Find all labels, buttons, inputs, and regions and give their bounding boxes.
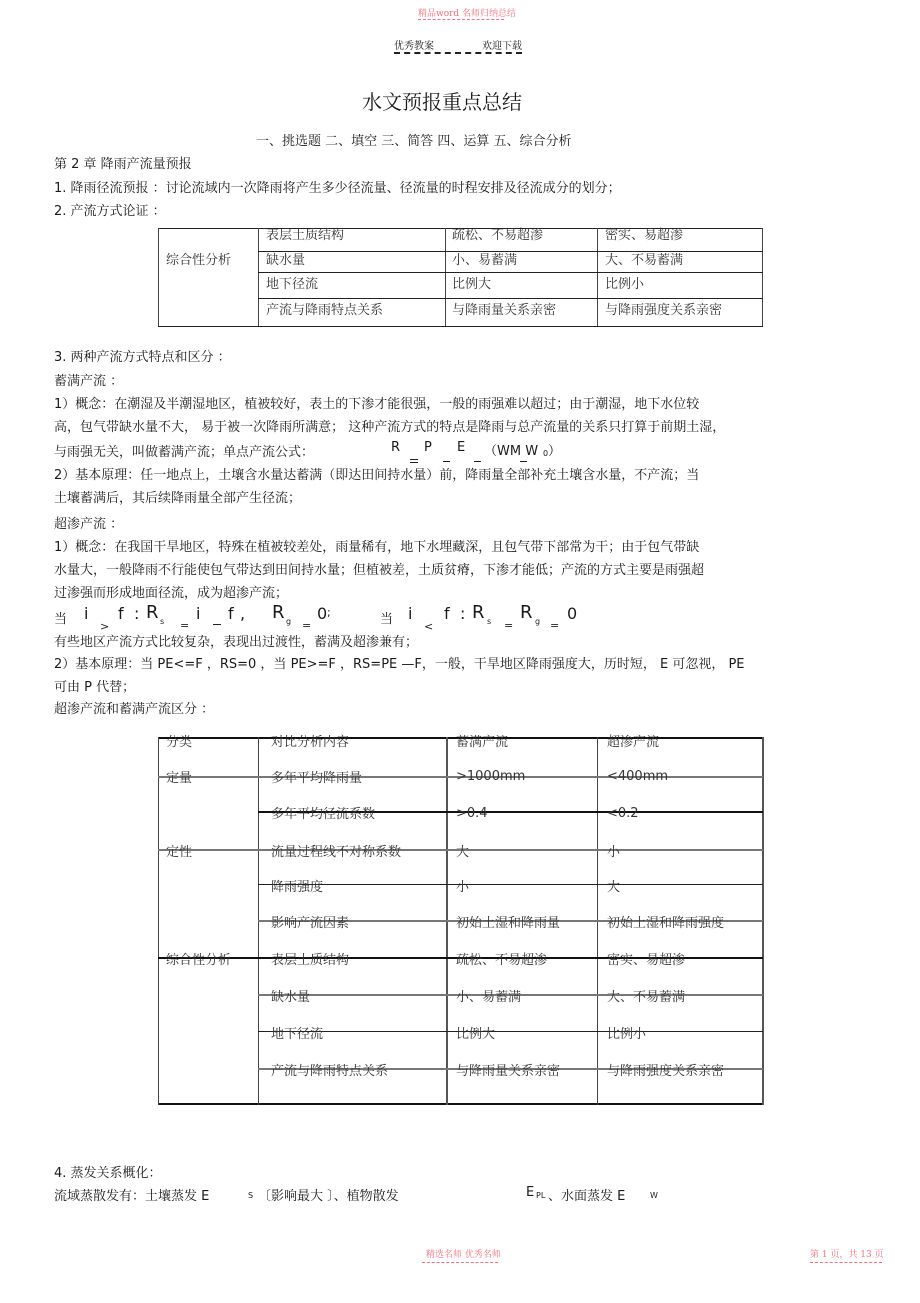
table-cell: 与降雨量关系亲密 bbox=[452, 303, 557, 318]
cond-zero: 0 bbox=[567, 604, 578, 623]
table-header: 超渗产流 bbox=[607, 735, 660, 750]
cond-i: i bbox=[408, 604, 413, 623]
minus-mark bbox=[443, 461, 450, 462]
table-cell: >1000mm bbox=[456, 769, 526, 784]
row-divider bbox=[258, 272, 763, 273]
evaporation-line-c: 、水面蒸发 E bbox=[548, 1189, 626, 1204]
table-cell: 比例小 bbox=[605, 277, 645, 292]
cond-colon: : bbox=[134, 604, 140, 623]
footer-left-underline bbox=[422, 1262, 498, 1263]
paragraph-line: 1）概念：在潮湿及半潮湿地区，植被较好，表土的下渗才能很强，一般的雨强难以超过；由于潮湿，地下水位较 bbox=[54, 397, 700, 412]
minus-mark bbox=[213, 624, 221, 625]
paragraph-line: 高，包气带缺水量不大， 易于被一次降雨所满意； 这种产流方式的特点是降雨与总产流量的关系只打算于前期土湿， bbox=[54, 420, 726, 435]
paragraph-line: 土壤蓄满后，其后续降雨量全部产生径流； bbox=[54, 491, 302, 506]
table-cell: 比例小 bbox=[607, 1027, 647, 1042]
table-cell: >0.4 bbox=[456, 806, 488, 821]
table-cell: 密实、易超渗 bbox=[605, 228, 684, 243]
table-cell: 地下径流 bbox=[271, 1027, 324, 1042]
table-cell: 缺水量 bbox=[266, 253, 306, 268]
cond-sub-g: g bbox=[535, 617, 541, 626]
cond-colon: : bbox=[460, 604, 466, 623]
evaporation-E-pl: E bbox=[526, 1185, 535, 1200]
table-cell: 降雨强度 bbox=[271, 880, 324, 895]
paragraph-line: 1）概念：在我国干旱地区，特殊在植被较差处，雨量稀有，地下水埋藏深，且包气带下部常为干；由于包气带缺 bbox=[54, 540, 700, 555]
formula-close: ） bbox=[548, 444, 562, 459]
sub-pl: PL bbox=[536, 1191, 546, 1200]
table-header: 蓄满产流 bbox=[456, 735, 509, 750]
page-title: 水文预报重点总结 bbox=[362, 90, 522, 114]
footer-left: 精选名师 优秀名师 bbox=[426, 1250, 501, 1260]
paragraph-line: 过渗强而形成地面径流，成为超渗产流； bbox=[54, 586, 289, 601]
section-3-heading: 3. 两种产流方式特点和区分 ： bbox=[54, 350, 231, 365]
cond-semicolon: ; bbox=[327, 606, 331, 619]
table-border bbox=[158, 737, 159, 1105]
watermark-underline bbox=[418, 19, 504, 20]
cond-eq: = bbox=[302, 619, 312, 632]
cond-sub-s: s bbox=[160, 617, 165, 626]
table-border bbox=[158, 1103, 763, 1105]
table-cell: 产流与降雨特点关系 bbox=[266, 303, 384, 318]
cond-i: i bbox=[196, 604, 201, 623]
chapter-heading: 第 2 章 降雨产流量预报 bbox=[54, 157, 192, 172]
table-cell: 大 bbox=[607, 880, 621, 895]
cond-f: f bbox=[118, 604, 124, 623]
table-cell: 疏松、不易超渗 bbox=[456, 953, 548, 968]
table-group-label: 综合性分析 bbox=[166, 253, 232, 268]
table-cell: 大、不易蓄满 bbox=[605, 253, 684, 268]
evaporation-line-b: 〔影响最大 〕、植物散发 bbox=[258, 1189, 399, 1204]
item-2: 2. 产流方式论证 ： bbox=[54, 204, 166, 219]
cond-sub-g: g bbox=[286, 617, 292, 626]
paragraph-line: 有些地区产流方式比较复杂，表现出过渡性，蓄满及超渗兼有； bbox=[54, 635, 419, 650]
table-cell: 小、易蓄满 bbox=[452, 253, 518, 268]
paragraph-line: 可由 P 代替； bbox=[54, 680, 136, 695]
table-cell: 比例大 bbox=[452, 277, 492, 292]
sub-s: S bbox=[248, 1191, 254, 1200]
table-border bbox=[158, 326, 763, 327]
table-cell: 初始土湿和降雨量 bbox=[456, 916, 561, 931]
table-cell: 表层土质结构 bbox=[266, 228, 345, 243]
cond-dang: 当 bbox=[380, 612, 394, 627]
cond-sub-s: s bbox=[487, 617, 492, 626]
formula-R: R bbox=[391, 440, 401, 455]
table-cell: 密实、易超渗 bbox=[607, 953, 686, 968]
equals-mark bbox=[410, 462, 418, 463]
table-cell: 大、不易蓄满 bbox=[607, 990, 686, 1005]
formula-sub-0: 0 bbox=[543, 449, 549, 458]
table-cell: 与降雨强度关系亲密 bbox=[607, 1064, 725, 1079]
cond-R: R bbox=[472, 602, 485, 623]
comparison-title: 超渗产流和蓄满产流区分 ： bbox=[54, 702, 215, 717]
table-cell: 表层土质结构 bbox=[271, 953, 350, 968]
table-border bbox=[597, 228, 598, 326]
paragraph-line: 水量大，一般降雨不行能使包气带达到田间持水量；但植被差，土质贫瘠，下渗才能低；产流的方式主要是雨强超 bbox=[54, 563, 705, 578]
formula-E: E bbox=[457, 440, 466, 455]
table-border bbox=[445, 228, 446, 326]
cond-eq: = bbox=[504, 619, 514, 632]
section-4-heading: 4. 蒸发关系概化： bbox=[54, 1166, 162, 1181]
formula-P: P bbox=[424, 440, 432, 455]
cond-dang: 当 bbox=[54, 612, 68, 627]
cond-f: f bbox=[228, 604, 234, 623]
table-cell: 小、易蓄满 bbox=[456, 990, 522, 1005]
table-cell: 流量过程线不对称系数 bbox=[271, 845, 402, 860]
minus-mark bbox=[520, 461, 527, 462]
cond-eq: = bbox=[180, 619, 190, 632]
table-cell: 地下径流 bbox=[266, 277, 319, 292]
group-comprehensive: 综合性分析 bbox=[166, 953, 232, 968]
table-cell: 大 bbox=[456, 845, 470, 860]
table-cell: 影响产流因素 bbox=[271, 916, 350, 931]
cond-R: R bbox=[520, 602, 533, 623]
table-border bbox=[258, 228, 259, 326]
sub-w: W bbox=[650, 1191, 658, 1200]
cond-R: R bbox=[272, 602, 285, 623]
formula-paren: （WM W bbox=[484, 444, 539, 459]
table-cell: 与降雨量关系亲密 bbox=[456, 1064, 561, 1079]
minus-mark bbox=[474, 461, 481, 462]
table-cell: 与降雨强度关系亲密 bbox=[605, 303, 723, 318]
table-cell: 初始土湿和降雨强度 bbox=[607, 916, 725, 931]
watermark-top: 精品word 名师归纳总结 bbox=[418, 9, 517, 19]
cond-eq: = bbox=[550, 619, 560, 632]
row-divider bbox=[258, 1031, 763, 1032]
table-cell: 缺水量 bbox=[271, 990, 311, 1005]
cond-i: i bbox=[84, 604, 89, 623]
infiltration-runoff-title: 超渗产流 ： bbox=[54, 517, 124, 532]
paragraph-line: 2）基本原理：任一地点上，土壤含水量达蓄满（即达田间持水量）前，降雨量全部补充土壤含水量，不产流；当 bbox=[54, 468, 700, 483]
table-cell: 疏松、不易超渗 bbox=[452, 228, 544, 243]
table-cell: 产流与降雨特点关系 bbox=[271, 1064, 389, 1079]
cond-zero: 0 bbox=[317, 604, 328, 623]
table-header: 分类 bbox=[166, 735, 193, 750]
table-cell: <400mm bbox=[607, 769, 669, 784]
question-types: 一、挑选题 二、填空 三、简答 四、运算 五、综合分析 bbox=[256, 134, 572, 149]
header-left-label: 优秀教案 bbox=[394, 41, 434, 52]
cond-lt: < bbox=[424, 620, 434, 633]
equals-mark bbox=[410, 459, 418, 460]
footer-right-underline bbox=[810, 1262, 882, 1263]
item-1: 1. 降雨径流预报 ：讨论流域内一次降雨将产生多少径流量、径流量的时程安排及径流成分的划分； bbox=[54, 181, 621, 196]
table-border bbox=[158, 228, 159, 326]
table-cell: 比例大 bbox=[456, 1027, 496, 1042]
group-quantitative: 定量 bbox=[166, 771, 193, 786]
evaporation-line-a: 流域蒸散发有：土壤蒸发 E bbox=[54, 1189, 210, 1204]
group-qualitative: 定性 bbox=[166, 845, 193, 860]
table-border bbox=[762, 228, 763, 326]
paragraph-line: 2）基本原理：当 PE<=F ，RS=0 ，当 PE>=F ，RS=PE —F，一般，干旱地区降雨强度大，历时短， E 可忽视， PE bbox=[54, 657, 745, 672]
table-cell: 小 bbox=[456, 880, 470, 895]
header-underline bbox=[394, 52, 522, 54]
cond-gt: > bbox=[100, 620, 110, 633]
table-cell: 多年平均降雨量 bbox=[271, 771, 363, 786]
table-cell: 小 bbox=[607, 845, 621, 860]
row-divider bbox=[258, 884, 763, 885]
saturation-runoff-title: 蓄满产流 ： bbox=[54, 374, 124, 389]
table-cell: 多年平均径流系数 bbox=[271, 807, 376, 822]
table-cell: <0.2 bbox=[607, 806, 639, 821]
cond-R: R bbox=[146, 602, 159, 623]
footer-page-number: 第 1 页，共 13 页 bbox=[810, 1250, 884, 1260]
cond-comma: , bbox=[240, 604, 246, 623]
cond-f: f bbox=[444, 604, 450, 623]
header-right-label: 欢迎下载 bbox=[482, 41, 522, 52]
table-header: 对比分析内容 bbox=[271, 735, 350, 750]
paragraph-line: 与雨强无关，叫做蓄满产流；单点产流公式： bbox=[54, 445, 315, 460]
